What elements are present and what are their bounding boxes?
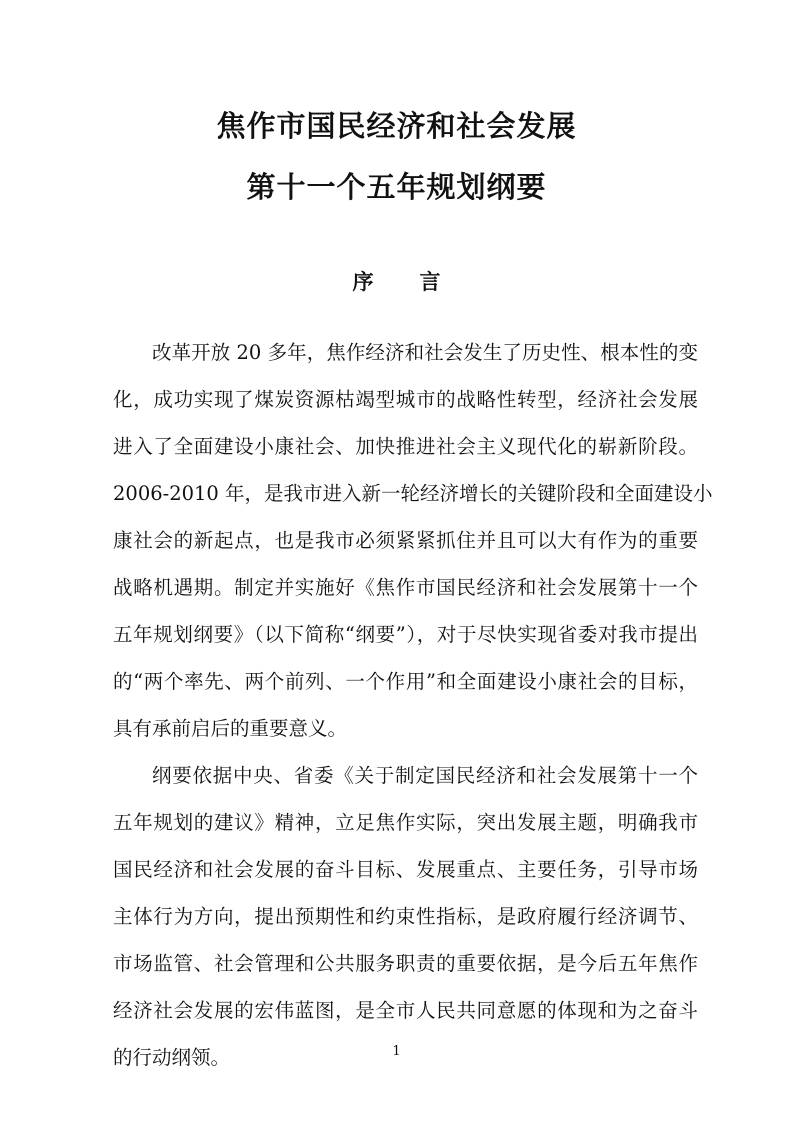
- preface-paragraph-2: [113, 763, 698, 1092]
- paragraph-line: 国民经济和社会发展的奋斗目标、发展重点、主要任务，引导市场: [113, 858, 698, 881]
- paragraph-line: 2006-2010 年，是我市进入新一轮经济增长的关键阶段和全面建设小: [113, 482, 713, 505]
- paragraph-line: 战略机遇期。制定并实施好《焦作市国民经济和社会发展第十一个: [113, 576, 698, 599]
- document-title-line-2: 第十一个五年规划纲要: [246, 170, 547, 204]
- preface-paragraph-1: [113, 340, 713, 763]
- section-heading-char-1: 序: [352, 269, 374, 294]
- paragraph-line: 纲要依据中央、省委《关于制定国民经济和社会发展第十一个: [152, 764, 698, 787]
- paragraph-line: 改革开放 20 多年，焦作经济和社会发生了历史性、根本性的变: [152, 341, 698, 364]
- paragraph-line: 康社会的新起点，也是我市必须紧紧抓住并且可以大有作为的重要: [113, 529, 698, 552]
- paragraph-line: 具有承前启后的重要意义。: [113, 717, 348, 740]
- paragraph-line: 市场监管、社会管理和公共服务职责的重要依据，是今后五年焦作: [113, 952, 698, 975]
- paragraph-line: 经济社会发展的宏伟蓝图，是全市人民共同意愿的体现和为之奋斗: [113, 999, 698, 1022]
- document-title-line-1: 焦作市国民经济和社会发展: [216, 109, 577, 143]
- preface-body: [113, 340, 713, 1092]
- section-heading-char-2: 言: [419, 269, 441, 294]
- paragraph-line: 的行动纲领。: [113, 1046, 231, 1069]
- paragraph-line: 进入了全面建设小康社会、加快推进社会主义现代化的崭新阶段。: [113, 435, 698, 458]
- paragraph-line: 五年规划纲要》（以下简称“纲要”），对于尽快实现省委对我市提出: [113, 623, 698, 646]
- page-number: 1: [392, 1044, 401, 1059]
- paragraph-line: 化，成功实现了煤炭资源枯竭型城市的战略性转型，经济社会发展: [113, 388, 698, 411]
- paragraph-line: 五年规划的建议》精神，立足焦作实际，突出发展主题，明确我市: [113, 811, 698, 834]
- section-heading-preface: [0, 267, 793, 297]
- paragraph-line: 的“两个率先、两个前列、一个作用”和全面建设小康社会的目标，: [113, 670, 698, 693]
- paragraph-line: 主体行为方向，提出预期性和约束性指标，是政府履行经济调节、: [113, 905, 698, 928]
